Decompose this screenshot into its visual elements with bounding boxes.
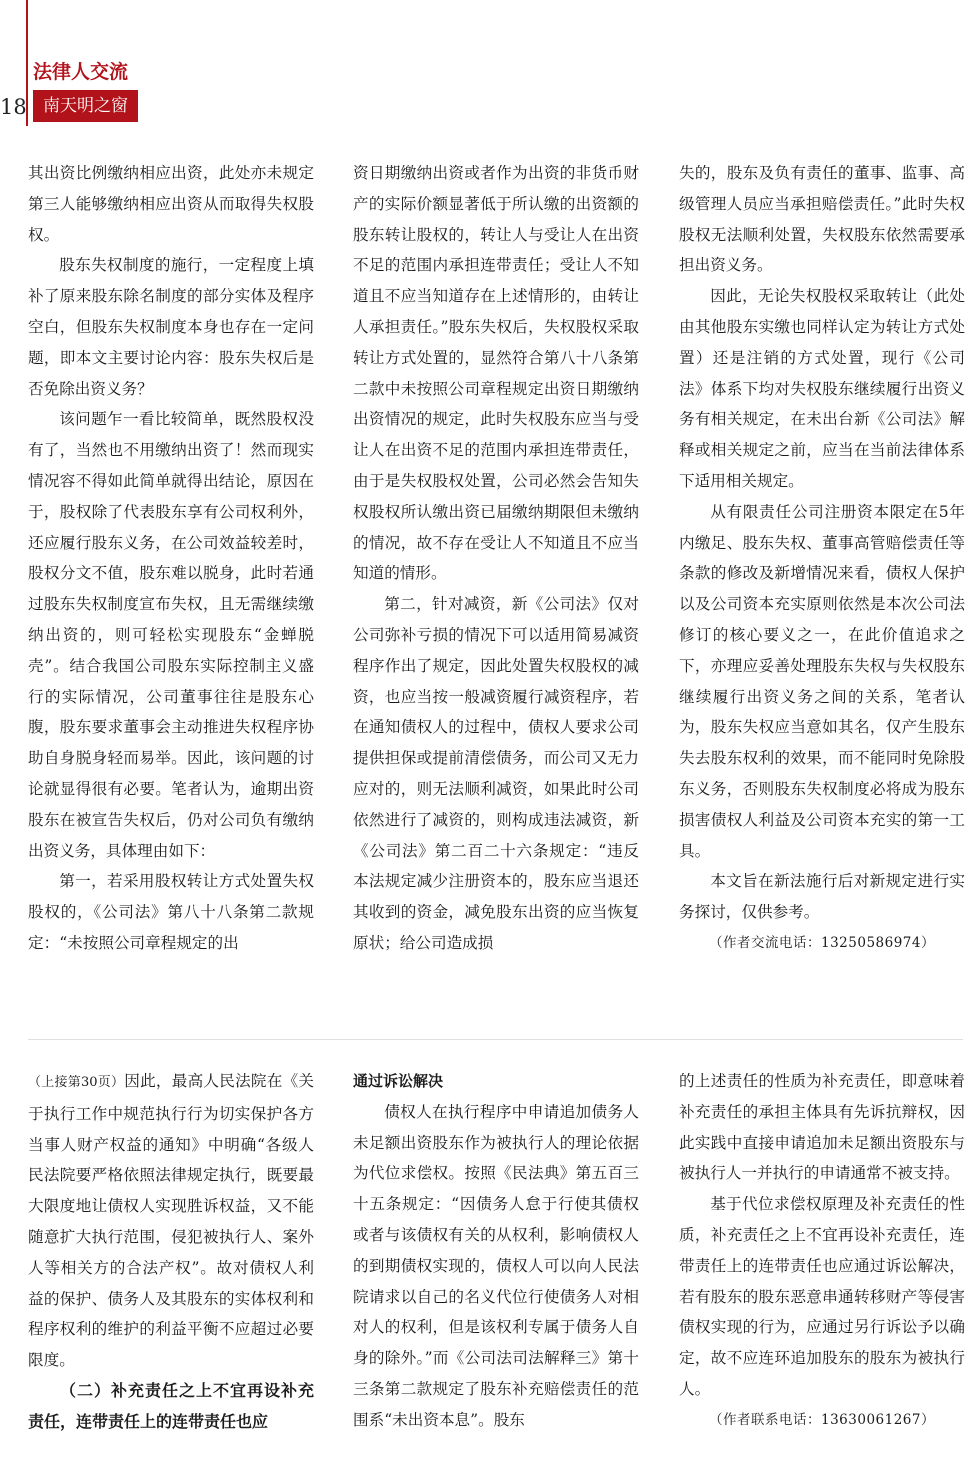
paragraph: 第一，若采用股权转让方式处置失权股权的，《公司法》第八十八条第二款规定：“未按照公司章程规定的出 xyxy=(28,872,314,952)
author-contact: （作者联系电话：13630061267） xyxy=(709,1411,935,1428)
article1-column-1 xyxy=(28,158,314,959)
author-contact: （作者交流电话：13250586974） xyxy=(709,934,935,951)
subsection-heading: （二）补充责任之上不宜再设补充责任，连带责任上的连带责任也应 xyxy=(28,1380,314,1431)
section-title: 法律人交流 xyxy=(33,61,129,83)
paragraph: 第二，针对减资，新《公司法》仅对公司弥补亏损的情况下可以适用简易减资程序作出了规定，因此处置失权股权的减资，也应当按一般减资履行减资程序，若在通知债权人的过程中，债权人要求公司提供担保或提前清偿债务，而公司又无力应对的，则无法顺利减资，如果此时公司依然进行了减资的，则构成违法减资，新《公司法》第二百二十六条规定：“违反本法规定减少注册资本的，股东应当退还其收到的资金，减免股东出资的应当恢复原状；给公司造成损 xyxy=(353,595,639,952)
article1-column-2 xyxy=(353,158,639,959)
page-number: 18 xyxy=(0,95,27,119)
paragraph: 从有限责任公司注册资本限定在5年内缴足、股东失权、董事高管赔偿责任等条款的修改及新增情况来看，债权人保护以及公司资本充实原则依然是本次公司法修订的核心要义之一，在此价值追求之下，亦理应妥善处理股东失权与失权股东继续履行出资义务之间的关系，笔者认为，股东失权应当意如其名，仅产生股东失去股东权利的效果，而不能同时免除股东义务，否则股东失权制度必将成为股东损害债权人利益及公司资本充实的第一工具。 xyxy=(679,502,965,860)
paragraph: 因此，无论失权股权采取转让（此处由其他股东实缴也同样认定为转让方式处置）还是注销的方式处置，现行《公司法》体系下均对失权股东继续履行出资义务有相关规定，在未出台新《公司法》解释或相关规定之前，应当在当前法律体系下适用相关规定。 xyxy=(679,287,965,490)
paragraph: 资日期缴纳出资或者作为出资的非货币财产的实际价额显著低于所认缴的出资额的股东转让股权的，转让人与受让人在出资不足的范围内承担连带责任；受让人不知道且不应当知道存在上述情形的，由转让人承担责任。”股东失权后，失权股权采取转让方式处置的，显然符合第八十八条第二款中未按照公司章程规定出资日期缴纳出资情况的规定，此时失权股东应当与受让人在出资不足的范围内承担连带责任，由于是失权股权处置，公司必然会告知失权股权所认缴出资已届缴纳期限但未缴纳的情况，故不存在受让人不知道且不应当知道的情形。 xyxy=(353,164,639,583)
continued-from-reference: （上接第30页） xyxy=(28,1075,125,1090)
paragraph: 的上述责任的性质为补充责任，即意味着补充责任的承担主体具有先诉抗辩权，因此实践中直接申请追加未足额出资股东与被执行人一并执行的申请通常不被支持。 xyxy=(679,1072,965,1183)
paragraph: 股东失权制度的施行，一定程度上填补了原来股东除名制度的部分实体及程序空白，但股东失权制度本身也存在一定问题，即本文主要讨论内容：股东失权后是否免除出资义务？ xyxy=(28,256,314,398)
paragraph: 债权人在执行程序中申请追加债务人未足额出资股东作为被执行人的理论依据为代位求偿权。按照《民法典》第五百三十五条规定：“因债务人怠于行使其债权或者与该债权有关的从权利，影响债权人的到期债权实现的，债权人可以向人民法院请求以自己的名义代位行使债务人对相对人的权利，但是该权利专属于债务人自身的除外。”而《公司法司法解释三》第十三条第二款规定了股东补充赔偿责任的范围系“未出资本息”。股东 xyxy=(353,1102,639,1429)
column-badge: 南天明之窗 xyxy=(33,90,138,122)
section-divider xyxy=(28,1039,963,1040)
paragraph-text: 因此，最高人民法院在《关于执行工作中规范执行行为切实保护各方当事人财产权益的通知》中明确“各级人民法院要严格依照法律规定执行，既要最大限度地让债权人实现胜诉权益，又不能随意扩大执行范围，侵犯被执行人、案外人等相关方的合法产权”。故对债权人利益的保护、债务人及其股东的实体权利和程序权利的维护的利益平衡不应超过必要限度。 xyxy=(28,1072,314,1370)
article2-column-3 xyxy=(679,1066,965,1436)
paragraph: 失的，股东及负有责任的董事、监事、高级管理人员应当承担赔偿责任。”此时失权股权无法顺利处置，失权股东依然需要承担出资义务。 xyxy=(679,164,965,275)
paragraph: 本文旨在新法施行后对新规定进行实务探讨，仅供参考。 xyxy=(679,872,965,922)
paragraph xyxy=(28,1066,314,1376)
article2-column-1 xyxy=(28,1066,314,1438)
paragraph: 其出资比例缴纳相应出资，此处亦未规定第三人能够缴纳相应出资从而取得失权股权。 xyxy=(28,164,314,244)
paragraph: 基于代位求偿权原理及补充责任的性质，补充责任之上不宜再设补充责任，连带责任上的连带责任也应通过诉讼解决，若有股东的股东恶意串通转移财产等侵害债权实现的行为，应通过另行诉讼予以确定，故不应连环追加股东的股东为被执行人。 xyxy=(679,1195,965,1398)
subsection-heading-continued: 通过诉讼解决 xyxy=(353,1072,444,1090)
article2-column-2 xyxy=(353,1066,639,1436)
article1-column-3 xyxy=(679,158,965,959)
paragraph: 该问题乍一看比较简单，既然股权没有了，当然也不用缴纳出资了！然而现实情况容不得如此简单就得出结论，原因在于，股权除了代表股东享有公司权利外，还应履行股东义务，在公司效益较差时，股权分文不值，股东难以脱身，此时若通过股东失权制度宣布失权，且无需继续缴纳出资的，则可轻松实现股东“金蝉脱壳”。结合我国公司股东实际控制主义盛行的实际情况，公司董事往往是股东心腹，股东要求董事会主动推进失权程序协助自身脱身轻而易举。因此，该问题的讨论就显得很有必要。笔者认为，逾期出资股东在被宣告失权后，仍对公司负有缴纳出资义务，具体理由如下： xyxy=(28,410,314,860)
